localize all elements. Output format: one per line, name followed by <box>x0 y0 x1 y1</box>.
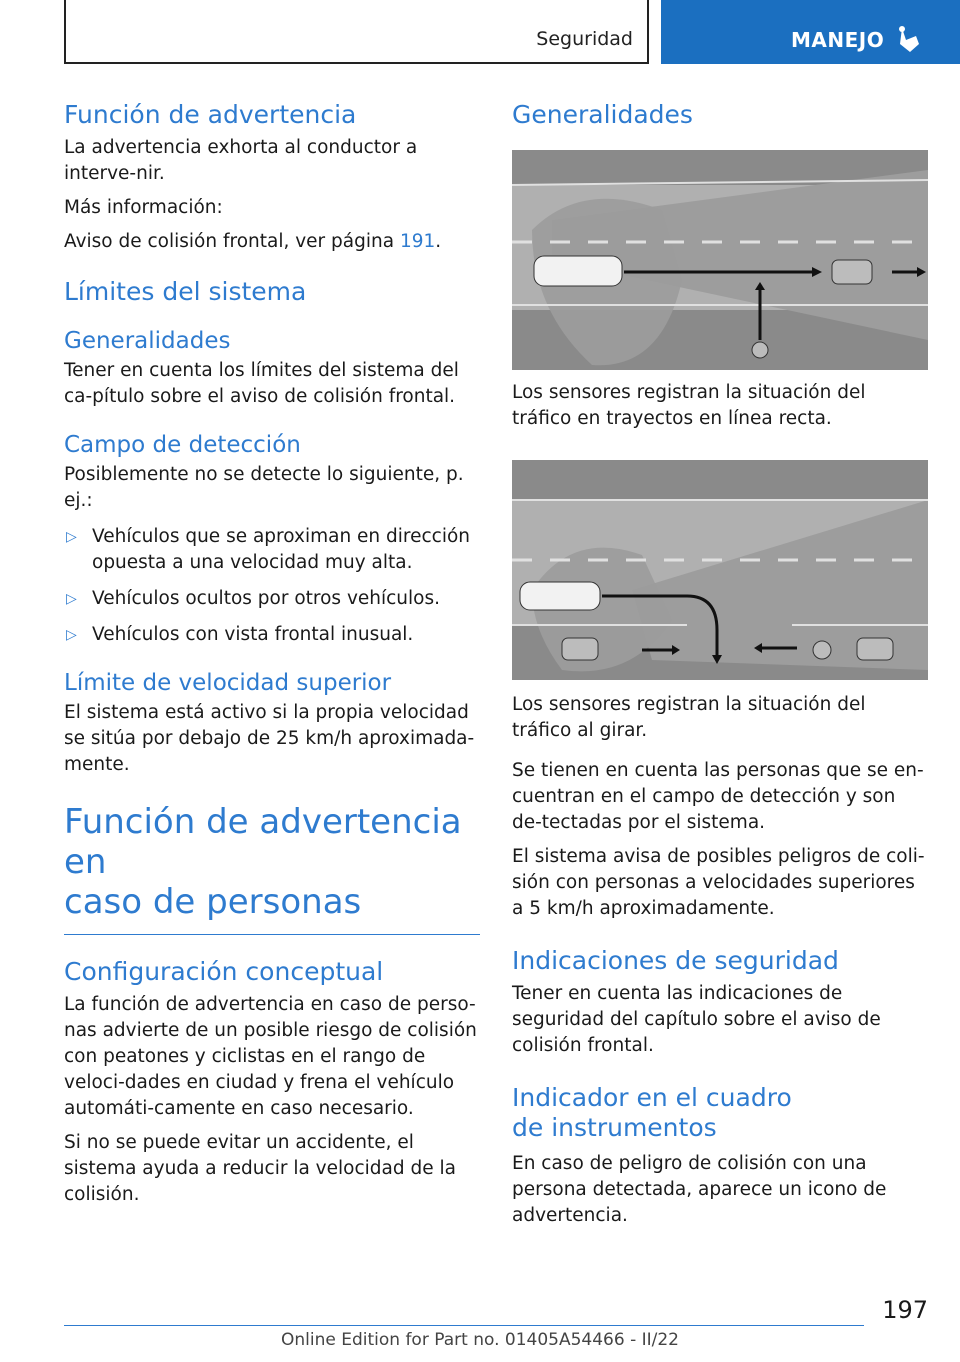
header-section-label: Seguridad <box>536 28 633 50</box>
caption-straight: Los sensores registran la situación del tráfico en trayectos en línea recta. <box>512 382 866 429</box>
heading-configuracion: Configuración conceptual <box>64 957 384 986</box>
paragraph-configuracion-2: Si no se puede evitar un accidente, el sistema ayuda a reducir la velocidad de la colisión. <box>64 1132 456 1205</box>
left-column <box>64 100 480 1208</box>
heading-generalidades-left: Generalidades <box>64 328 231 354</box>
paragraph-limite-velocidad: El sistema está activo si la propia velocidad se sitúa por debajo de 25 km/h aproximada-mente. <box>64 702 475 775</box>
text-pre: Aviso de colisión frontal, ver página <box>64 231 400 252</box>
paragraph-funcion-2: Más información: <box>64 197 223 218</box>
text-post: . <box>435 231 442 252</box>
heading-limite-velocidad: Límite de velocidad superior <box>64 670 392 696</box>
divider <box>64 934 480 935</box>
bullet-triangle-icon: ▷ <box>66 591 77 607</box>
list-item: ▷ Vehículos con vista frontal inusual. <box>64 622 480 648</box>
bullet-triangle-icon: ▷ <box>66 627 77 643</box>
bullet-list <box>64 524 480 648</box>
page-number: 197 <box>882 1296 928 1324</box>
paragraph-configuracion-1: La función de advertencia en caso de perso-nas advierte de un posible riesgo de colisión con peatones y ciclistas en el rango de veloci-dades en ciudad y frena el vehículo automáti-camente en caso necesario. <box>64 994 477 1119</box>
steering-hand-icon <box>896 24 922 54</box>
figure-turning-road <box>512 460 928 680</box>
heading-funcion-advertencia: Función de advertencia <box>64 100 357 129</box>
caption-turning: Los sensores registran la situación del tráfico al girar. <box>512 694 866 741</box>
heading-campo-deteccion: Campo de detección <box>64 432 301 458</box>
heading-generalidades-right: Generalidades <box>512 100 693 129</box>
straight-road-diagram <box>512 150 928 370</box>
list-item: ▷ Vehículos que se aproximan en dirección opuesta a una velocidad muy alta. <box>66 526 471 573</box>
heading-limites-sistema: Límites del sistema <box>64 277 307 306</box>
figure-straight-road <box>512 150 928 370</box>
footer-edition: Online Edition for Part no. 01405A54466 - II/22 <box>280 1330 679 1350</box>
right-column <box>512 692 928 1229</box>
header-chapter-label: MANEJO <box>791 28 885 52</box>
paragraph-generalidades: Tener en cuenta los límites del sistema del ca-pítulo sobre el aviso de colisión frontal. <box>64 360 459 407</box>
paragraph-right-1: Se tienen en cuenta las personas que se en-cuentran en el campo de detección y son de-tectadas por el sistema. <box>512 760 924 833</box>
heading-indicador: Indicador en el cuadro de instrumentos <box>512 1083 792 1142</box>
header-section-box <box>64 0 649 64</box>
header-chapter-tab[interactable] <box>661 0 960 64</box>
paragraph-indicaciones: Tener en cuenta las indicaciones de seguridad del capítulo sobre el aviso de colisión frontal. <box>512 983 881 1056</box>
paragraph-indicador: En caso de peligro de colisión con una persona detectada, aparece un icono de advertencia. <box>512 1153 887 1226</box>
bullet-triangle-icon: ▷ <box>66 529 77 545</box>
paragraph-campo: Posiblemente no se detecte lo siguiente, p. ej.: <box>64 464 464 511</box>
paragraph-funcion-3 <box>64 229 480 255</box>
paragraph-funcion-1: La advertencia exhorta al conductor a interve-nir. <box>64 137 418 184</box>
list-item: ▷ Vehículos ocultos por otros vehículos. <box>64 586 480 612</box>
heading-indicaciones: Indicaciones de seguridad <box>512 946 839 975</box>
page-link-191[interactable]: 191 <box>399 231 436 252</box>
heading-personas: Función de advertencia en caso de personas <box>64 802 462 922</box>
paragraph-right-2: El sistema avisa de posibles peligros de coli-sión con personas a velocidades superiores a 5 km/h aproximadamente. <box>512 846 925 919</box>
turning-road-diagram <box>512 460 928 680</box>
footer-divider <box>64 1325 864 1326</box>
